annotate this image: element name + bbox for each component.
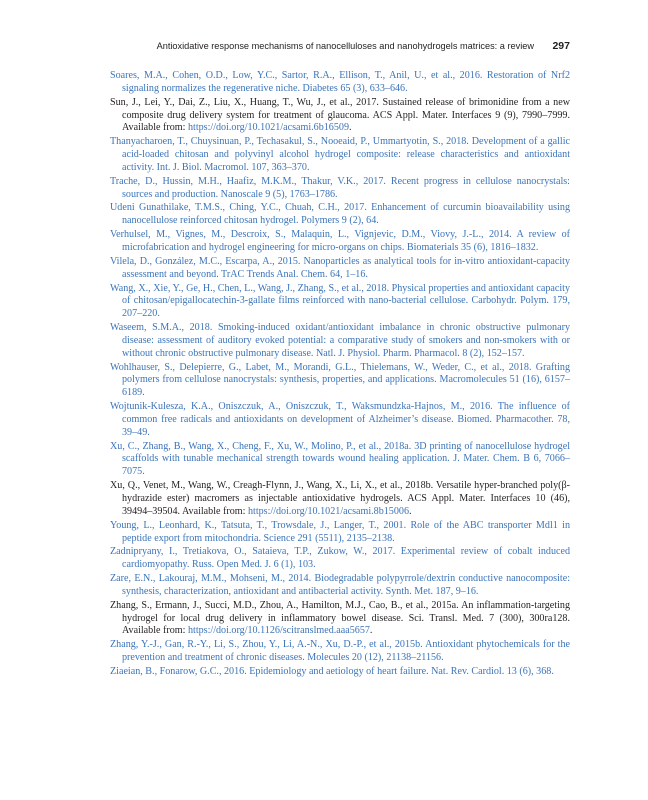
reference-entry[interactable] [110, 639, 570, 665]
reference-text: Trache, D., Hussin, M.H., Haafiz, M.K.M., Thakur, V.K., 2017. Recent progress in cellulose nanocrystals: sources and production. Nanoscale 9 (5), 1763–1786. [110, 175, 570, 200]
reference-entry [110, 97, 570, 136]
reference-list [110, 70, 570, 680]
reference-entry[interactable] [110, 401, 570, 440]
reference-entry[interactable] [110, 176, 570, 202]
reference-text: Soares, M.A., Cohen, O.D., Low, Y.C., Sartor, R.A., Ellison, T., Anil, U., et al., 2016. Restoration of Nrf2 signaling normalizes the regenerative niche. Diabetes 65 (3), 633–646. [110, 70, 570, 94]
reference-text: Xu, C., Zhang, B., Wang, X., Cheng, F., Xu, W., Molino, P., et al., 2018a. 3D printing of nanocellulose hydrogel scaffolds with tunable mechanical strength towards wound healing application. J. Mater. Chem. B 6, 7066–7075. [110, 440, 570, 478]
reference-punctuation: . [409, 505, 412, 517]
reference-text: Young, L., Leonhard, K., Tatsuta, T., Trowsdale, J., Langer, T., 2001. Role of the ABC transporter Mdl1 in peptide export from mitochondria. Science 291 (5511), 2135–2138. [110, 519, 570, 544]
reference-text: Waseem, S.M.A., 2018. Smoking-induced oxidant/antioxidant imbalance in chronic obstructive pulmonary disease: assessment of auditory evoked potential: a comparative study of smokers and non-smokers with or without chronic obstructive pulmonary disease. Natl. J. Physiol. Pharm. Pharmacol. 8 (2), 152–157. [110, 322, 570, 359]
doi-link[interactable]: https://doi.org/10.1021/acsami.8b15006 [247, 505, 409, 517]
reference-text: Vilela, D., González, M.C., Escarpa, A., 2015. Nanoparticles as analytical tools for in-vitro antioxidant-capacity assessment and beyond. TrAC Trends Anal. Chem. 64, 1–16. [110, 255, 570, 280]
reference-entry[interactable] [110, 362, 570, 401]
reference-entry[interactable] [110, 322, 570, 361]
reference-entry[interactable] [110, 573, 570, 599]
reference-text: Wojtunik-Kulesza, K.A., Oniszczuk, A., Oniszczuk, T., Waksmundzka-Hajnos, M., 2016. The influence of common free radicals and antioxidants on development of Alzheimer’s disease. Biomed. Pharmacother. 78, 39–49. [110, 401, 570, 438]
reference-entry[interactable] [110, 546, 570, 572]
reference-text: Sun, J., Lei, Y., Dai, Z., Liu, X., Huang, T., Wu, J., et al., 2017. Sustained release of brimonidine from a new composite drug delivery system for treatment of glaucoma. ACS Appl. Mater. Interfaces 9 (9), 7990–7999. Available from: [110, 96, 570, 134]
reference-text: Wang, X., Xie, Y., Ge, H., Chen, L., Wang, J., Zhang, S., et al., 2018. Physical properties and antioxidant capacity of chitosan/epigallocatechin-3-gallate films reinforced with nano-bacterial cellulose. Carbohydr. Polym. 179, 207–220. [110, 282, 570, 320]
reference-entry[interactable] [110, 202, 570, 228]
reference-entry[interactable] [110, 136, 570, 175]
reference-entry[interactable] [110, 520, 570, 546]
reference-entry[interactable] [110, 283, 570, 322]
reference-entry[interactable] [110, 229, 570, 255]
reference-entry [110, 600, 570, 639]
reference-text: Zhang, S., Ermann, J., Succi, M.D., Zhou, A., Hamilton, M.J., Cao, B., et al., 2015a. An inflammation-targeting hydrogel for local drug delivery in inflammatory bowel disease. Sci. Transl. Med. 7 (300), 300ra128. Available from: [110, 599, 570, 637]
reference-text: Xu, Q., Venet, M., Wang, W., Creagh-Flynn, J., Wang, X., Li, X., et al., 2018b. Versatile hyper-branched poly(β-hydrazide ester) macromers as injectable antioxidative hydrogels. ACS Appl. Mater. Interfaces 10 (46), 39494–39504. Available from: [110, 480, 570, 517]
reference-punctuation: . [369, 625, 373, 637]
reference-text: Ziaeian, B., Fonarow, G.C., 2016. Epidemiology and aetiology of heart failure. Nat. Rev. Cardiol. 13 (6), 368. [110, 665, 554, 677]
reference-text: Zadnipryany, I., Tretiakova, O., Sataieva, T.P., Zukow, W., 2017. Experimental review of cobalt induced cardiomyopathy. Russ. Open Med. J. 6 (1), 103. [110, 546, 570, 571]
reference-text: Udeni Gunathilake, T.M.S., Ching, Y.C., Chuah, C.H., 2017. Enhancement of curcumin bioavailability using nanocellulose reinforced chitosan hydrogel. Polymers 9 (2), 64. [110, 202, 570, 227]
reference-text: Zhang, Y.-J., Gan, R.-Y., Li, S., Zhou, Y., Li, A.-N., Xu, D.-P., et al., 2015b. Antioxidant phytochemicals for the prevention and treatment of chronic diseases. Molecules 20 (12), 21138–21156. [110, 639, 570, 664]
reference-entry [110, 480, 570, 519]
reference-text: Wohlhauser, S., Delepierre, G., Labet, M., Morandi, G.L., Thielemans, W., Weder, C., et al., 2018. Grafting polymers from cellulose nanocrystals: synthesis, properties, and applications. Macromolecules 51 (16), 6157–6189. [110, 361, 570, 399]
reference-entry[interactable] [110, 70, 570, 96]
reference-entry[interactable] [110, 666, 570, 679]
reference-punctuation: . [349, 122, 352, 134]
reference-text: Thanyacharoen, T., Chuysinuan, P., Techasakul, S., Nooeaid, P., Ummartyotin, S., 2018. Development of a gallic acid-loaded chitosan and polyvinyl alcohol hydrogel composite: release characteristics and antioxidant activity. Int. J. Biol. Macromol. 107, 363–370. [110, 136, 570, 173]
page-number: 297 [552, 40, 570, 52]
reference-text: Zare, E.N., Lakouraj, M.M., Mohseni, M., 2014. Biodegradable polypyrrole/dextrin conductive nanocomposite: synthesis, characterization, antioxidant and antibacterial activity. Synth. Met. 187, 9–16. [110, 573, 570, 597]
reference-entry[interactable] [110, 441, 570, 480]
running-title: Antioxidative response mechanisms of nanocelluloses and nanohydrogels matrices: a review [156, 41, 534, 51]
doi-link[interactable]: https://doi.org/10.1126/scitranslmed.aaa5657 [187, 625, 370, 637]
reference-entry[interactable] [110, 256, 570, 282]
reference-text: Verhulsel, M., Vignes, M., Descroix, S., Malaquin, L., Vignjevic, D.M., Viovy, J.-L., 2014. A review of microfabrication and hydrogel engineering for micro-organs on chips. Biomaterials 35 (6), 1816–1832. [110, 229, 570, 253]
doi-link[interactable]: https://doi.org/10.1021/acsami.6b16509 [187, 122, 349, 134]
